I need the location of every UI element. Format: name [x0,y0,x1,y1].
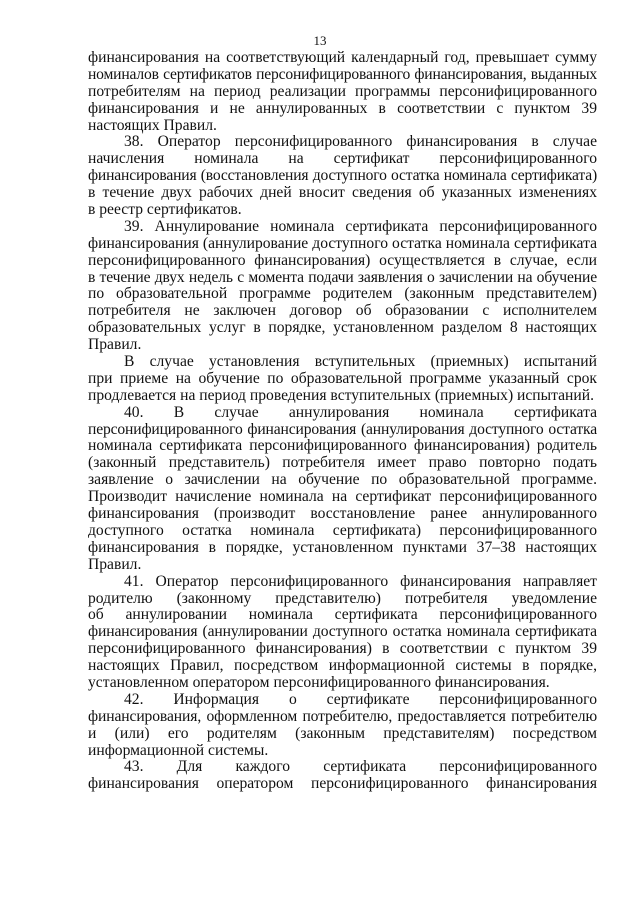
text-line: финансирования, оформленном потребителю, предоставляется потребителю [88,707,597,725]
paragraph [88,692,597,760]
paragraph [88,354,597,405]
text-line: финансирования (аннулирование доступного остатка номинала сертификата [88,234,597,252]
text-line: настоящих Правил. [88,116,217,134]
text-line: родителю (законному представителю) потребителя уведомление [88,589,597,607]
text-line: финансирования и не аннулированных в соответствии с пунктом 39 [88,99,597,117]
text-line: потребителя не заключен договор об образовании с исполнителем [88,302,597,320]
text-line: доступного остатка номинала сертификата) персонифицированного [88,521,597,539]
paragraph [88,219,597,354]
text-line: в реестр сертификатов. [88,201,242,219]
text-line: номиналов сертификатов персонифицированного финансирования, выданных [88,65,597,83]
text-line: 41. Оператор персонифицированного финансирования направляет [124,572,597,590]
text-line: 42. Информация о сертификате персонифицированного [124,690,597,708]
text-line: заявление о зачислении на обучение по образовательной программе. [88,471,597,489]
text-line: установленном оператором персонифицированного финансирования. [88,673,550,691]
text-line: настоящих Правил, посредством информационной системы в порядке, [88,657,597,675]
paragraph [88,405,597,574]
text-line: Производит начисление номинала на сертификат персонифицированного [88,488,597,506]
text-line: начисления номинала на сертификат персонифицированного [88,150,597,168]
text-line: персонифицированного финансирования) осуществляется в случае, если [88,251,597,269]
text-line: (законный представитель) потребителя имеет право повторно подать [88,454,597,472]
paragraph [88,759,597,793]
text-line: при приеме на обучение по образовательной программе указанный срок [88,369,597,387]
text-line: в течение двух рабочих дней вносит сведения об указанных изменениях [88,184,597,202]
page-number: 13 [313,33,327,48]
text-line: 38. Оператор персонифицированного финансирования в случае [124,133,597,151]
text-line: финансирования (производит восстановление ранее аннулированного [88,505,597,523]
text-line: по образовательной программе родителем (законным представителем) [88,285,597,303]
text-line: Правил. [88,555,142,573]
text-line: финансирования в порядке, установленном пунктами 37–38 настоящих [88,538,597,556]
text-line: персонифицированного финансирования) в соответствии с пунктом 39 [88,640,597,658]
text-line: продлевается на период проведения вступительных (приемных) испытаний. [88,386,594,404]
text-line: финансирования на соответствующий календарный год, превышает сумму [88,49,597,66]
text-line: финансирования (аннулировании доступного остатка номинала сертификата [88,623,597,641]
text-line: в течение двух недель с момента подачи заявления о зачислении на обучение [88,268,597,286]
text-line: 43. Для каждого сертификата персонифицированного [124,758,597,776]
text-line: об аннулировании номинала сертификата персонифицированного [88,606,597,624]
text-line: В случае установления вступительных (приемных) испытаний [124,353,597,371]
text-line: образовательных услуг в порядке, установленном разделом 8 настоящих [88,319,597,337]
paragraph [88,50,597,134]
paragraph [88,574,597,692]
text-line: потребителям на период реализации программы персонифицированного [88,82,597,100]
text-line: информационной системы. [88,741,269,759]
text-line: персонифицированного финансирования (аннулирования доступного остатка [88,420,597,438]
paragraph [88,134,597,218]
text-line: Правил. [88,336,142,354]
text-line: 40. В случае аннулирования номинала сертификата [124,403,597,421]
text-line: номинала сертификата персонифицированного финансирования) родитель [88,437,597,455]
body-text [88,50,597,793]
text-line: финансирования (восстановления доступного остатка номинала сертификата) [88,167,597,185]
text-line: финансирования оператором персонифицированного финансирования [88,775,597,793]
text-line: 39. Аннулирование номинала сертификата персонифицированного [124,217,597,235]
text-line: и (или) его родителям (законным представителям) посредством [88,724,597,742]
